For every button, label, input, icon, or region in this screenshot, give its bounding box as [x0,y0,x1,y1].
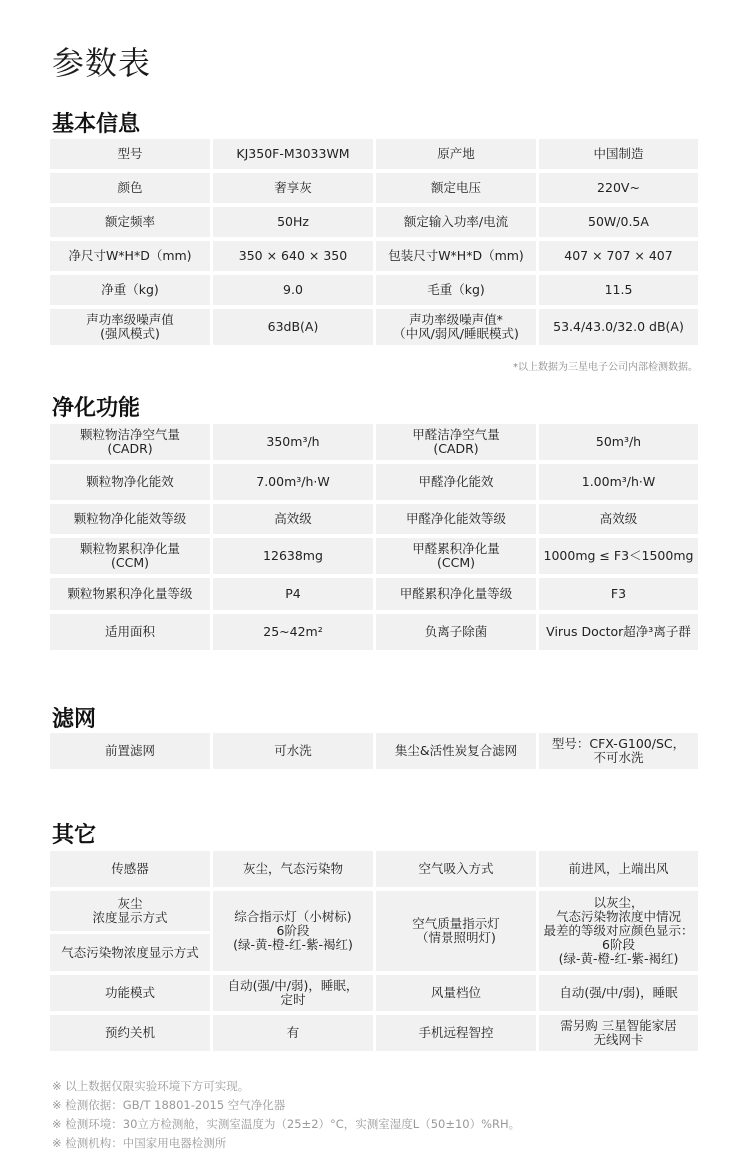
value-cell: 前进风，上端出风 [539,851,698,887]
purify-table [50,424,698,654]
value-cell: F3 [539,578,698,610]
value-cell: 奢享灰 [213,173,373,203]
label-cell: 适用面积 [50,614,210,650]
footer-note: ※ 检测环境：30立方检测舱，实测室温度为（25±2）°C，实测室湿度L（50±10）%RH。 [52,1117,521,1131]
table-row [50,139,698,169]
label-cell: 颗粒物累积净化量等级 [50,578,210,610]
value-cell: 灰尘，气态污染物 [213,851,373,887]
label-cell: 毛重（kg) [376,275,536,305]
value-cell: 需另购 三星智能家居 无线网卡 [539,1015,698,1051]
label-cell: 包装尺寸W*H*D（mm) [376,241,536,271]
label-cell: 颗粒物累积净化量 (CCM) [50,538,210,574]
label-cell: 功能模式 [50,975,210,1011]
value-cell: 9.0 [213,275,373,305]
value-cell: 型号：CFX-G100/SC， 不可水洗 [539,733,698,769]
label-cell: 甲醛洁净空气量 (CADR) [376,424,536,460]
value-cell: 高效级 [213,504,373,534]
value-cell: 25~42m² [213,614,373,650]
label-cell: 气态污染物浓度显示方式 [50,934,210,971]
label-cell: 颗粒物净化能效 [50,464,210,500]
label-cell: 颜色 [50,173,210,203]
label-cell: 甲醛净化能效 [376,464,536,500]
value-cell: 有 [213,1015,373,1051]
value-cell: 可水洗 [213,733,373,769]
label-cell: 甲醛净化能效等级 [376,504,536,534]
value-cell: 1000mg ≤ F3＜1500mg [539,538,698,574]
table-row [50,891,698,971]
label-cell: 颗粒物净化能效等级 [50,504,210,534]
value-cell: 以灰尘， 气态污染物浓度中情况 最差的等级对应颜色显示： 6阶段 (绿-黄-橙-红-紫-褐红) [539,891,698,971]
label-cell: 额定电压 [376,173,536,203]
value-cell: 220V~ [539,173,698,203]
label-cell: 原产地 [376,139,536,169]
label-cell: 空气吸入方式 [376,851,536,887]
label-cell: 净重（kg) [50,275,210,305]
section-title-basic: 基本信息 [52,112,141,137]
label-cell: 额定输入功率/电流 [376,207,536,237]
table-row [50,614,698,650]
value-cell: 63dB(A) [213,309,373,345]
value-cell: 自动(强/中/弱)，睡眠， 定时 [213,975,373,1011]
footer-note: ※ 检测依据：GB/T 18801-2015 空气净化器 [52,1098,286,1112]
footer-note: ※ 以上数据仅限实验环境下方可实现。 [52,1079,250,1093]
table-row [50,424,698,460]
label-cell: 声功率级噪声值* （中风/弱风/睡眠模式) [376,309,536,345]
table-row [50,733,698,769]
value-cell: 自动(强/中/弱)，睡眠 [539,975,698,1011]
table-row [50,851,698,887]
value-cell: 中国制造 [539,139,698,169]
table-row [50,1015,698,1051]
table-row [50,578,698,610]
value-cell: 综合指示灯（小树标) 6阶段 (绿-黄-橙-红-紫-褐红) [213,891,373,971]
value-cell: P4 [213,578,373,610]
table-row [50,207,698,237]
page-title: 参数表 [52,44,152,82]
table-row [50,464,698,500]
label-cell: 颗粒物洁净空气量 (CADR) [50,424,210,460]
value-cell: 50Hz [213,207,373,237]
section-title-purify: 净化功能 [52,396,141,421]
value-cell: 350 × 640 × 350 [213,241,373,271]
section-title-filter: 滤网 [52,707,97,732]
table-row [50,504,698,534]
label-cell: 型号 [50,139,210,169]
label-cell: 灰尘 浓度显示方式 [50,891,210,931]
label-cell: 甲醛累积净化量等级 [376,578,536,610]
value-cell: 1.00m³/h·W [539,464,698,500]
label-cell: 前置滤网 [50,733,210,769]
value-cell: 7.00m³/h·W [213,464,373,500]
label-cell: 负离子除菌 [376,614,536,650]
data-source-note: *以上数据为三星电子公司内部检测数据。 [513,362,698,373]
label-cell: 额定频率 [50,207,210,237]
table-row [50,173,698,203]
value-cell: Virus Doctor超净³离子群 [539,614,698,650]
value-cell: 12638mg [213,538,373,574]
other-table [50,851,698,1055]
value-cell: 53.4/43.0/32.0 dB(A) [539,309,698,345]
label-cell: 预约关机 [50,1015,210,1051]
basic-info-table [50,139,698,349]
filter-table [50,733,698,773]
display-label-column [50,891,210,971]
value-cell: 11.5 [539,275,698,305]
label-cell: 风量档位 [376,975,536,1011]
label-cell: 空气质量指示灯 （情景照明灯) [376,891,536,971]
value-cell: 高效级 [539,504,698,534]
value-cell: KJ350F-M3033WM [213,139,373,169]
label-cell: 甲醛累积净化量 (CCM) [376,538,536,574]
label-cell: 手机远程智控 [376,1015,536,1051]
value-cell: 407 × 707 × 407 [539,241,698,271]
table-row [50,975,698,1011]
label-cell: 声功率级噪声值 (强风模式) [50,309,210,345]
value-cell: 350m³/h [213,424,373,460]
section-title-other: 其它 [52,823,97,848]
table-row [50,309,698,345]
label-cell: 集尘&活性炭复合滤网 [376,733,536,769]
table-row [50,275,698,305]
footer-note: ※ 检测机构：中国家用电器检测所 [52,1136,227,1150]
table-row [50,538,698,574]
table-row [50,241,698,271]
label-cell: 净尺寸W*H*D（mm) [50,241,210,271]
value-cell: 50m³/h [539,424,698,460]
value-cell: 50W/0.5A [539,207,698,237]
label-cell: 传感器 [50,851,210,887]
footer-notes [52,1077,520,1153]
